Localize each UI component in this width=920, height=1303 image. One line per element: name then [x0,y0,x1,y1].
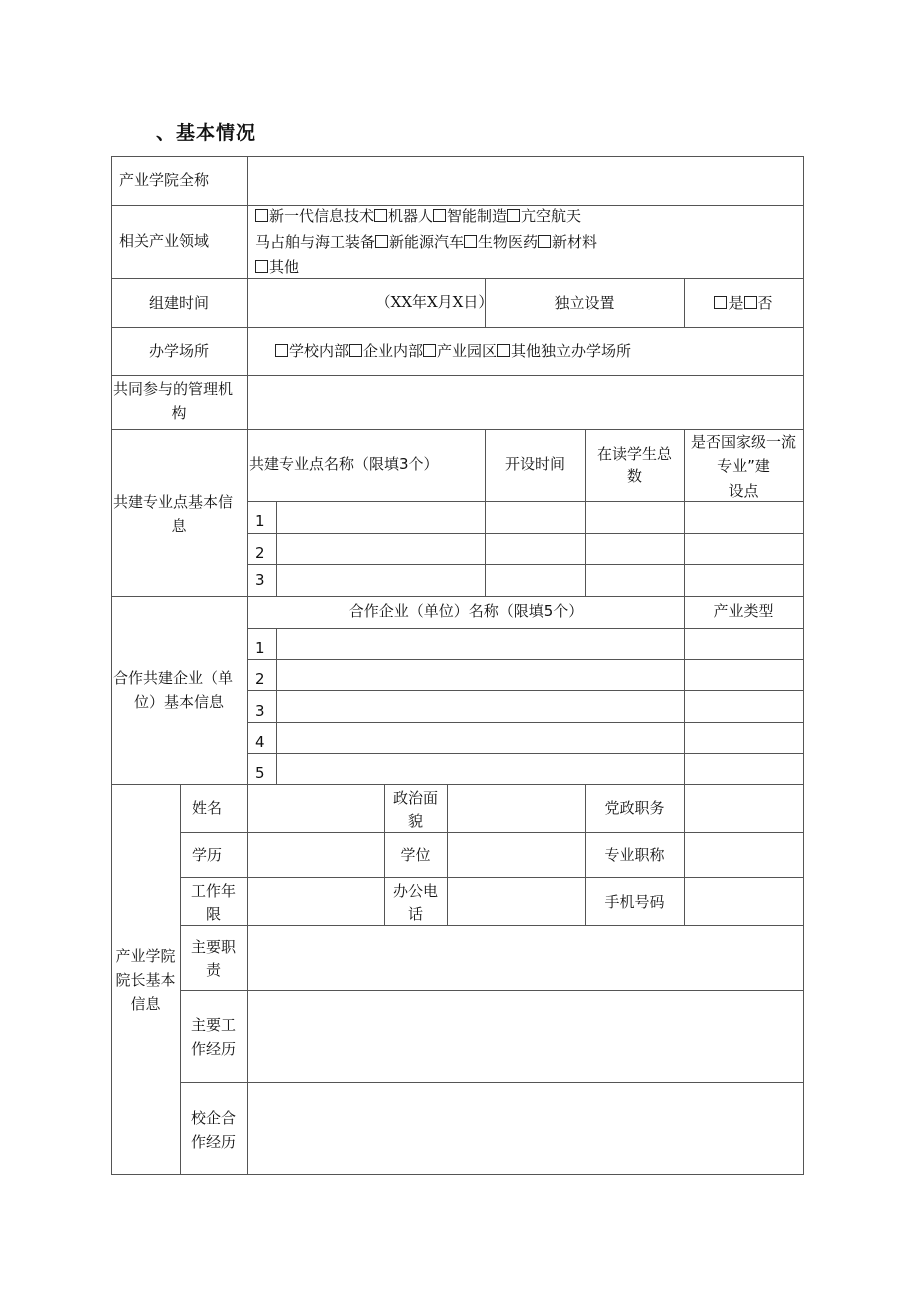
independent-yes-option[interactable]: 是 [714,294,743,312]
founded-date-field[interactable]: （XX年X月X日） [375,293,494,311]
college-fullname-label: 产业学院全称 [119,171,210,189]
partners-col-name: 合作企业（单位）名称（限填5个） [348,602,584,620]
row-divider [247,564,804,565]
independent-label: 独立设置 [554,294,615,312]
majors-col-time: 开设时间 [504,455,565,473]
majors-col-students-line1: 在读学生总 [596,445,672,463]
dean-duties-label-line2: 责 [205,961,221,979]
industry-field-label: 相关产业领域 [119,232,210,250]
industry-option[interactable]: 马占舶与海工装备 [255,233,376,251]
majors-col-national-line1: 是否国家级一流 [690,433,796,451]
col-divider [684,784,685,925]
table-border-top [111,156,804,157]
row-divider [111,375,804,376]
partners-row-number: 3 [255,702,265,720]
checkbox-icon [464,235,477,248]
partners-row-number: 5 [255,764,265,782]
dean-work-years-label-line1: 工作年 [190,882,236,900]
dean-degree-label: 学位 [400,846,431,864]
college-fullname-field[interactable] [249,158,801,204]
venue-option[interactable]: 企业内部 [349,342,423,360]
industry-option[interactable]: 新材料 [538,233,597,251]
dean-office-phone-label-line1: 办公电 [392,882,438,900]
col-divider [247,156,248,784]
venue-options [275,340,631,363]
majors-col-students-line2: 数 [626,467,642,485]
management-label-line1: 共同参与的管理机 [113,380,234,398]
checkbox-icon [423,344,436,357]
row-divider [247,533,804,534]
partners-label-line1: 合作共建企业（单 [113,669,234,687]
industry-option[interactable]: 亢空航天 [507,207,581,225]
founded-label: 组建时间 [148,294,209,312]
dean-mobile-label: 手机号码 [604,893,665,911]
row-divider [247,753,804,754]
basic-info-form [111,156,804,1175]
industry-option[interactable]: 新能源汽车 [375,233,464,251]
industry-option[interactable]: 新一代信息技术 [255,207,374,225]
partners-col-type: 产业类型 [713,602,774,620]
dean-political-label-line2: 貌 [407,812,423,830]
industry-option[interactable]: 机器人 [374,207,433,225]
majors-col-national-line2: 专业”建 [717,457,770,475]
checkbox-icon [538,235,551,248]
dean-coop-label-line1: 校企合 [190,1109,236,1127]
industry-options-line3 [255,256,299,279]
dean-experience-label-line2: 作经历 [190,1040,236,1058]
dean-coop-label-line2: 作经历 [190,1133,236,1151]
independent-options [684,292,803,315]
majors-row-number: 3 [255,571,265,589]
majors-col-national-line3: 设点 [728,482,759,500]
checkbox-icon [497,344,510,357]
dean-duties-label-line1: 主要职 [190,938,236,956]
majors-row-number: 2 [255,544,265,562]
majors-label-line2: 息 [171,517,187,535]
dean-office-phone-label-line2: 话 [407,905,423,923]
checkbox-icon [255,260,268,273]
checkbox-icon [255,209,268,222]
venue-label: 办学场所 [148,342,209,360]
checkbox-icon [433,209,446,222]
row-divider [180,990,804,991]
dean-label-line3: 信息 [130,995,161,1013]
partners-label-line2: 位）基本信息 [133,693,224,711]
col-divider [684,596,685,784]
row-divider [247,628,804,629]
independent-no-option[interactable]: 否 [744,294,773,312]
checkbox-icon [744,296,757,309]
dean-work-years-label-line2: 限 [205,905,221,923]
dean-label-line1: 产业学院 [115,947,176,965]
industry-option[interactable]: 智能制造 [433,207,507,225]
checkbox-icon [349,344,362,357]
management-field[interactable] [249,377,801,427]
row-divider [111,327,804,328]
majors-row-number: 1 [255,512,265,530]
dean-name-label: 姓名 [192,799,223,817]
row-divider [180,832,804,833]
venue-option[interactable]: 学校内部 [275,342,349,360]
industry-option[interactable]: 生物医药 [464,233,538,251]
row-divider [111,278,804,279]
checkbox-icon [375,235,388,248]
partners-row-number: 2 [255,670,265,688]
checkbox-icon [374,209,387,222]
checkbox-icon [714,296,727,309]
col-divider [276,501,277,596]
management-label-line2: 构 [171,404,187,422]
dean-education-label: 学历 [192,846,223,864]
venue-option[interactable]: 其他独立办学场所 [497,342,631,360]
checkbox-icon [507,209,520,222]
industry-options-line1 [255,205,581,228]
industry-options-line2 [255,231,597,254]
row-divider [111,596,804,597]
row-divider [247,690,804,691]
row-divider [180,925,804,926]
dean-experience-label-line1: 主要工 [190,1016,236,1034]
row-divider [180,877,804,878]
col-divider [447,784,448,925]
majors-label-line1: 共建专业点基本信 [113,493,234,511]
col-divider [276,628,277,784]
table-border-bottom [111,1174,804,1175]
row-divider [111,784,804,785]
dean-label-line2: 院长基本 [115,971,176,989]
row-divider [111,429,804,430]
table-border-right [803,156,804,1175]
row-divider [247,722,804,723]
row-divider [180,1082,804,1083]
section-title: 、基本情况 [156,122,257,144]
venue-option[interactable]: 产业园区 [423,342,497,360]
col-divider [247,784,248,1174]
majors-col-name: 共建专业点名称（限填3个） [249,455,439,473]
dean-professional-title-label: 专业职称 [604,846,665,864]
dean-political-label-line1: 政治面 [392,789,438,807]
checkbox-icon [275,344,288,357]
industry-option[interactable]: 其他 [255,258,299,276]
dean-party-position-label: 党政职务 [604,799,665,817]
partners-row-number: 1 [255,639,265,657]
row-divider [247,659,804,660]
partners-row-number: 4 [255,733,265,751]
